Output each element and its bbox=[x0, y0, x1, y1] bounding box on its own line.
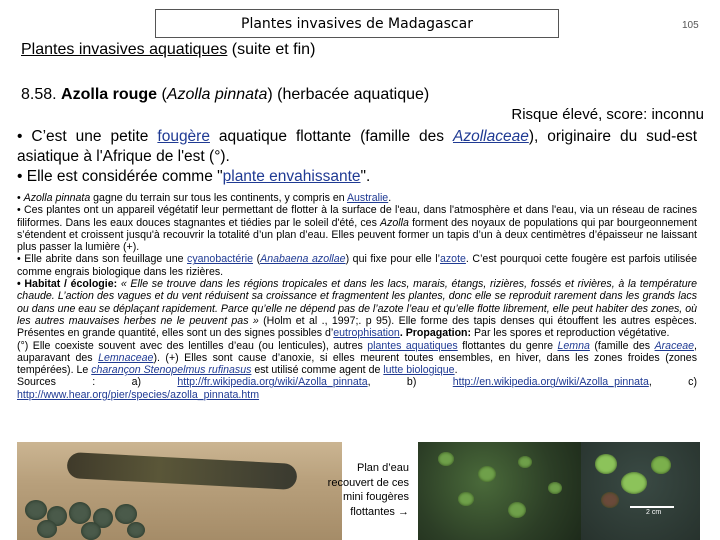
text: . bbox=[454, 364, 458, 377]
species-latin: Azolla pinnata bbox=[166, 86, 268, 103]
habitat-label: • Habitat / écologie: bbox=[17, 278, 118, 291]
frond-shape bbox=[115, 504, 137, 524]
para-habitat bbox=[17, 278, 697, 339]
page-number: 105 bbox=[682, 20, 699, 31]
leaf-shape bbox=[508, 502, 526, 518]
para-growth bbox=[17, 204, 697, 253]
detail-text bbox=[17, 192, 697, 401]
link-australie[interactable]: Australie bbox=[346, 192, 389, 204]
species-paren: ( bbox=[157, 86, 167, 103]
link-plante-envahissante[interactable]: plante envahissante bbox=[222, 168, 361, 185]
section-title bbox=[21, 41, 315, 59]
frond-shape bbox=[127, 522, 145, 538]
para-cyanobacteria bbox=[17, 253, 697, 278]
text: • C’est une petite bbox=[17, 128, 158, 145]
link-azote[interactable]: azote bbox=[439, 253, 466, 266]
leaf-shape bbox=[478, 466, 496, 482]
text: aquatique flottante (famille des bbox=[209, 128, 453, 145]
bullet-description bbox=[17, 127, 697, 167]
leaf-shape bbox=[548, 482, 562, 494]
link-source-a[interactable]: http://fr.wikipedia.org/wiki/Azolla_pinnata bbox=[177, 376, 368, 389]
risk-score: Risque élevé, score: inconnu bbox=[511, 106, 704, 123]
leaf-shape bbox=[458, 492, 474, 506]
section-title-suffix: (suite et fin) bbox=[227, 41, 316, 58]
text: (°) Elle coexiste souvent avec des lentilles d’eau (ou lenticules), autres bbox=[17, 339, 368, 352]
header-title-box bbox=[155, 9, 559, 38]
text: gagne du terrain sur tous les continents, y compris en bbox=[90, 192, 347, 204]
text: . C’est pourquoi cette fougère est parfois utilisée comme engrais biologique dans les rizières. bbox=[17, 253, 697, 278]
link-source-b[interactable]: http://en.wikipedia.org/wiki/Azolla_pinnata bbox=[452, 376, 649, 389]
species-type: ) (herbacée aquatique) bbox=[267, 86, 430, 103]
latin: Azolla bbox=[380, 216, 409, 229]
bullet-invasive bbox=[17, 167, 697, 187]
scale-bar bbox=[630, 506, 674, 508]
latin: Azolla pinnata bbox=[23, 192, 91, 204]
para-sources bbox=[17, 376, 697, 401]
stem-shape bbox=[66, 452, 297, 490]
frond-shape bbox=[25, 500, 47, 520]
link-araceae[interactable]: Araceae bbox=[654, 339, 695, 352]
leaf-shape bbox=[518, 456, 532, 468]
link-charancon[interactable]: charançon Stenopelmus rufinasus bbox=[91, 364, 252, 377]
leaf-shape bbox=[621, 472, 647, 494]
main-bullets bbox=[17, 127, 697, 187]
text: est utilisé comme agent de bbox=[251, 364, 384, 377]
text: • Elle est considérée comme " bbox=[17, 168, 223, 185]
frond-shape bbox=[37, 520, 57, 538]
para-distribution bbox=[17, 192, 697, 204]
link-lutte-biologique[interactable]: lutte biologique bbox=[383, 364, 455, 377]
link-cyanobacterie[interactable]: cyanobactérie bbox=[187, 253, 254, 266]
text: (famille des bbox=[589, 339, 655, 352]
pond-photo bbox=[418, 442, 581, 540]
link-fougere[interactable]: fougère bbox=[157, 128, 210, 145]
azolla-specimen-photo bbox=[17, 442, 342, 540]
scale-label: 2 cm bbox=[646, 509, 662, 516]
leaf-shape bbox=[601, 492, 619, 508]
leaf-shape bbox=[651, 456, 671, 474]
text: ). (+) Elles sont cause d’anoxie, si elles meurent toutes ensembles, en hiver, dans les zones froides (zones tempérées). Le bbox=[17, 351, 697, 377]
text: • Elle abrite dans son feuillage une bbox=[17, 253, 188, 266]
text: Par les spores et reproduction végétative. bbox=[471, 327, 670, 340]
text: flottantes du genre bbox=[457, 339, 558, 352]
species-name: Azolla rouge bbox=[61, 86, 158, 103]
text: forment des noyaux de populations qui par bourgeonnement s’étendent et croissent jusqu'à recouvrir la totalité d’un plan d’eau. Elles peuvent former un tapis d’un à deux centimètres d’épaisseur ne laissant plus passer la lumière (+). bbox=[17, 216, 697, 254]
leaf-shape bbox=[438, 452, 454, 466]
link-eutrophisation[interactable]: eutrophisation bbox=[333, 327, 400, 340]
link-anabaena[interactable]: Anabaena azollae bbox=[260, 253, 346, 266]
header-title: Plantes invasives de Madagascar bbox=[241, 15, 473, 32]
text: . bbox=[388, 192, 392, 204]
species-number: 8.58. bbox=[21, 86, 57, 103]
text: ( bbox=[253, 253, 261, 266]
photo-caption: Plan d’eau recouvert de ces mini fougères flottantes → bbox=[327, 462, 409, 518]
text: ) qui fixe pour elle l’ bbox=[345, 253, 440, 266]
frond-shape bbox=[69, 502, 91, 524]
text: • Ces plantes ont un appareil végétatif leur permettant de flotter à la surface de l'eau, dans l'atmosphère et dans l'eau, via un réseau de racines filiformes. Dans les eaux douces stagnantes et tiédies par le soleil d'été, ces bbox=[17, 204, 697, 229]
para-notes bbox=[17, 340, 697, 377]
species-title bbox=[21, 86, 429, 104]
link-plantes-aquatiques[interactable]: plantes aquatiques bbox=[367, 339, 458, 352]
propagation-label: . Propagation: bbox=[399, 327, 472, 340]
link-source-c[interactable]: http://www.hear.org/pier/species/azolla_pinnata.htm bbox=[17, 388, 260, 401]
sources-label: Sources : a) bbox=[17, 376, 178, 389]
link-lemna[interactable]: Lemna bbox=[557, 339, 590, 352]
leaf-shape bbox=[595, 454, 617, 474]
text: , c) bbox=[648, 376, 697, 389]
link-azollaceae[interactable]: Azollaceae bbox=[452, 128, 529, 145]
text: , b) bbox=[367, 376, 453, 389]
frond-shape bbox=[81, 522, 101, 540]
text: • bbox=[17, 192, 24, 204]
text: , auparavant des bbox=[17, 339, 697, 364]
closeup-photo bbox=[581, 442, 700, 540]
text: ), originaire du sud-est asiatique à l'Afrique de l'est (°). bbox=[17, 128, 698, 165]
section-title-main: Plantes invasives aquatiques bbox=[21, 41, 228, 58]
text: (Holm et al ., 1997;. p 95). Elle forme des tapis denses qui étouffent les autres espèces. Présentes en grande quantité, elles sont un des signes possibles d’ bbox=[17, 314, 697, 340]
link-lemnaceae[interactable]: Lemnaceae bbox=[98, 351, 154, 364]
text: ". bbox=[360, 168, 371, 185]
habitat-quote: « Elle se trouve dans les régions tropicales et dans les lacs, marais, étangs, rizières, fossés et rivières, à la température chaude. L’action des vagues et du vent réduisent sa croissance et fragmentent les plantes, donc elle se reproduit rarement dans les grands lacs ou dans une eau se déplaçant rapidement. Parce qu’elle ne dépend pas de l’azote l’eau et qu’elle flotte librement, elle peut habiter des zones, où les autres mauvaises herbes ne le peuvent pas » bbox=[17, 278, 698, 327]
